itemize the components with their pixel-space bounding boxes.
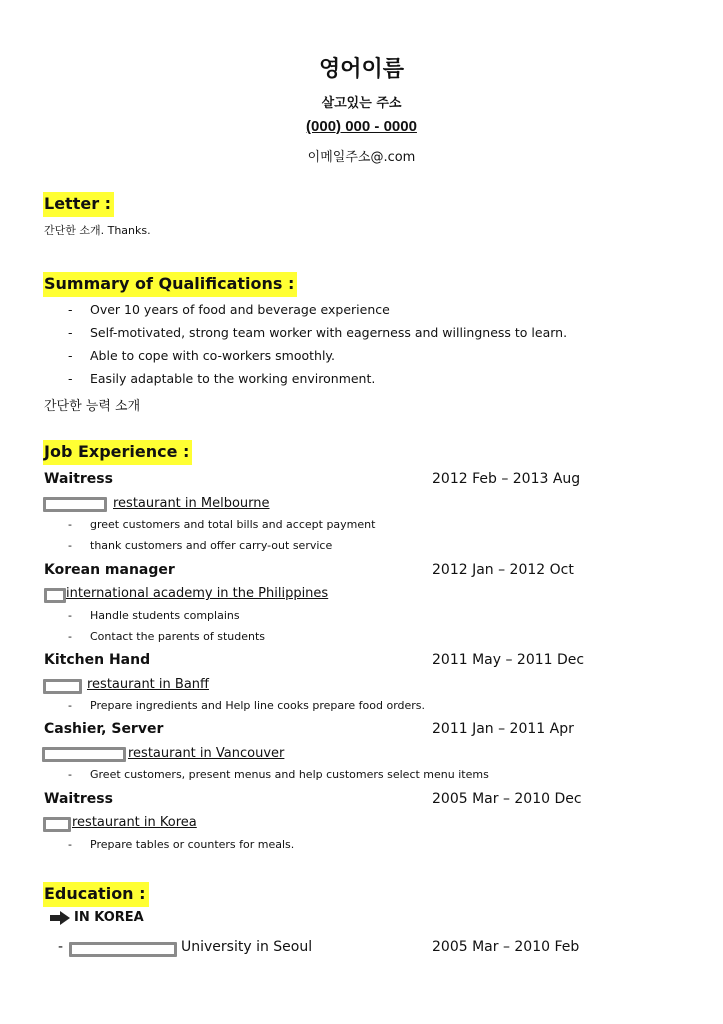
job-duty: - Contact the parents of students [68,630,266,643]
job-duty: - Prepare ingredients and Help line cooks prepare food orders. [68,699,426,712]
job-date: 2011 Jan – 2011 Apr [432,721,574,737]
job-duty: - Greet customers, present menus and help customers select menu items [68,768,489,781]
summary-note: 간단한 능력 소개 [44,399,141,414]
redaction-box [43,817,71,832]
bullet-dash: - [68,518,72,531]
job-duty: - Handle students complains [68,609,240,622]
redaction-box [42,747,126,762]
resume-name: 영어이름 [318,57,404,82]
bullet-dash: - [68,630,72,643]
job-title: Waitress [44,791,113,807]
job-title: Waitress [44,471,113,487]
job-duty: - greet customers and total bills and accept payment [68,518,376,531]
bullet-dash: - [68,768,72,781]
job-place: restaurant in Banff [87,677,209,692]
letter-heading: Letter : [43,192,114,217]
summary-item: - Over 10 years of food and beverage experience [68,302,390,317]
bullet-dash: - [68,371,73,386]
bullet-dash: - [68,838,72,851]
job-title: Kitchen Hand [44,652,151,668]
job-date: 2011 May – 2011 Dec [432,652,585,668]
summary-item: - Able to cope with co-workers smoothly. [68,348,336,363]
resume-phone[interactable]: (000) 000 - 0000 [306,118,417,135]
job-date: 2005 Mar – 2010 Dec [432,791,582,807]
redaction-box [43,497,107,512]
job-place: restaurant in Vancouver [128,746,285,761]
summary-item: - Easily adaptable to the working environment. [68,371,376,386]
bullet-dash: - [68,325,73,340]
education-date: 2005 Mar – 2010 Feb [432,939,580,955]
job-date: 2012 Jan – 2012 Oct [432,562,574,578]
bullet-dash: - [68,539,72,552]
job-duty: - Prepare tables or counters for meals. [68,838,295,851]
redaction-box [43,679,82,694]
redaction-box [69,942,177,957]
education-heading: Education : [43,882,149,907]
redaction-box [44,588,66,603]
bullet-dash: - [68,302,73,317]
job-place: restaurant in Melbourne [113,496,270,511]
bullet-dash: - [68,348,73,363]
experience-heading: Job Experience : [43,440,192,465]
bullet-dash: - [68,609,72,622]
summary-heading: Summary of Qualifications : [43,272,297,297]
bullet-dash: - [68,699,72,712]
job-duty: - thank customers and offer carry-out service [68,539,333,552]
job-title: Cashier, Server [44,721,164,737]
resume-address: 살고있는 주소 [321,96,402,111]
education-dash: - [58,939,64,955]
summary-item: - Self-motivated, strong team worker with eagerness and willingness to learn. [68,325,568,340]
job-title: Korean manager [44,562,175,578]
education-country: IN KOREA [50,910,144,925]
job-place: restaurant in Korea [72,815,197,830]
letter-text: 간단한 소개. Thanks. [44,224,151,237]
job-date: 2012 Feb – 2013 Aug [432,471,581,487]
arrow-right-icon [50,911,70,925]
education-school: University in Seoul [181,939,313,955]
resume-email[interactable]: 이메일주소@.com [307,150,416,165]
job-place: international academy in the Philippines [66,586,329,601]
